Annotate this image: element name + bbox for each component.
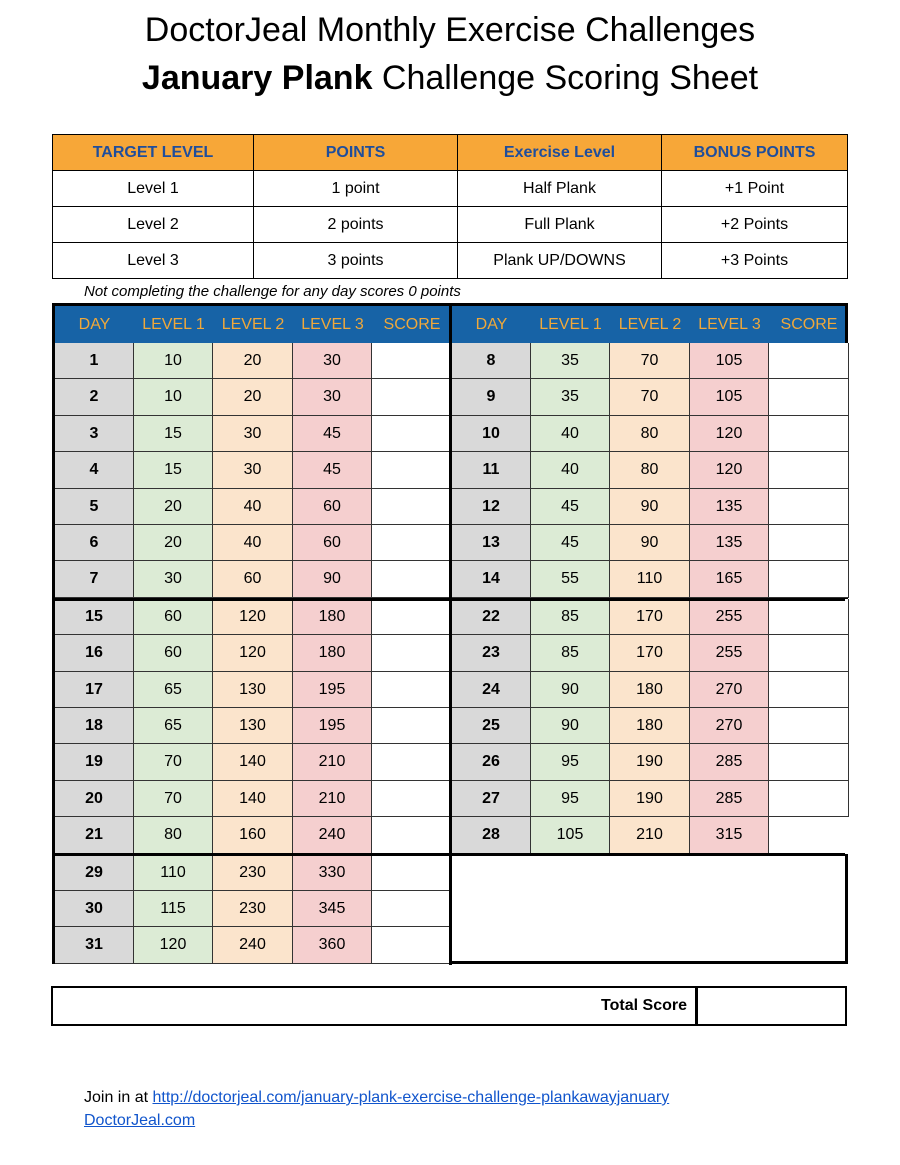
day-day-cell: 12 [452, 489, 531, 525]
day-level-2-cell: 40 [213, 525, 293, 561]
key-cell: Level 1 [53, 171, 254, 207]
day-level-3-cell: 195 [293, 708, 372, 744]
key-cell: Level 3 [53, 243, 254, 279]
grid-header-level-2: LEVEL 2 [221, 316, 285, 333]
footer-join-line [84, 1089, 669, 1107]
grid-header-level-3: LEVEL 3 [698, 316, 761, 333]
day-level-2-cell: 110 [610, 561, 690, 597]
day-day-cell: 18 [55, 708, 134, 744]
day-level-1-cell: 85 [531, 635, 610, 671]
day-level-3-cell: 60 [293, 525, 372, 561]
day-day-cell: 23 [452, 635, 531, 671]
day-level-1-cell: 65 [134, 672, 213, 708]
day-level-1-cell: 90 [531, 708, 610, 744]
day-level-1-cell: 45 [531, 489, 610, 525]
day-level-2-cell: 20 [213, 343, 293, 379]
score-input-cell[interactable] [372, 525, 452, 561]
day-day-cell: 27 [452, 781, 531, 817]
day-level-3-cell: 330 [293, 855, 372, 891]
day-level-1-cell: 55 [531, 561, 610, 597]
day-level-2-cell: 80 [610, 452, 690, 488]
key-cell: 2 points [254, 207, 458, 243]
day-level-2-cell: 170 [610, 599, 690, 635]
day-day-cell: 30 [55, 891, 134, 927]
day-level-3-cell: 30 [293, 343, 372, 379]
day-level-2-cell: 240 [213, 927, 293, 963]
grid-header-level-1: LEVEL 1 [539, 316, 602, 333]
day-level-2-cell: 40 [213, 489, 293, 525]
score-input-cell[interactable] [769, 379, 849, 415]
score-input-cell[interactable] [372, 672, 452, 708]
day-level-1-cell: 35 [531, 343, 610, 379]
score-input-cell[interactable] [372, 452, 452, 488]
day-level-1-cell: 15 [134, 452, 213, 488]
day-level-2-cell: 30 [213, 416, 293, 452]
key-cell: Level 2 [53, 207, 254, 243]
score-input-cell[interactable] [769, 525, 849, 561]
day-level-3-cell: 105 [690, 379, 769, 415]
day-level-3-cell: 270 [690, 708, 769, 744]
day-level-3-cell: 315 [690, 817, 769, 853]
day-level-3-cell: 90 [293, 561, 372, 597]
key-header-points: POINTS [254, 135, 458, 171]
day-day-cell: 24 [452, 672, 531, 708]
day-level-1-cell: 85 [531, 599, 610, 635]
day-level-2-cell: 20 [213, 379, 293, 415]
day-level-1-cell: 60 [134, 599, 213, 635]
grid-empty-area [452, 856, 845, 961]
day-level-3-cell: 345 [293, 891, 372, 927]
key-cell: Plank UP/DOWNS [458, 243, 662, 279]
day-level-3-cell: 255 [690, 599, 769, 635]
score-input-cell[interactable] [372, 817, 452, 853]
day-level-2-cell: 120 [213, 599, 293, 635]
grid-header-score: SCORE [780, 316, 838, 333]
day-day-cell: 25 [452, 708, 531, 744]
day-level-1-cell: 95 [531, 781, 610, 817]
grid-header-level-3: LEVEL 3 [301, 316, 364, 333]
day-level-3-cell: 45 [293, 416, 372, 452]
day-level-2-cell: 140 [213, 744, 293, 780]
grid-header-level-1: LEVEL 1 [142, 316, 205, 333]
score-input-cell[interactable] [769, 489, 849, 525]
day-day-cell: 6 [55, 525, 134, 561]
day-level-1-cell: 20 [134, 489, 213, 525]
key-row [53, 207, 848, 243]
total-score-label: Total Score [601, 997, 687, 1014]
day-level-1-cell: 120 [134, 927, 213, 963]
score-input-cell[interactable] [372, 708, 452, 744]
day-level-2-cell: 160 [213, 817, 293, 853]
key-cell: 1 point [254, 171, 458, 207]
day-day-cell: 26 [452, 744, 531, 780]
day-level-3-cell: 210 [293, 781, 372, 817]
day-day-cell: 14 [452, 561, 531, 597]
day-level-2-cell: 130 [213, 708, 293, 744]
total-score-row [51, 986, 847, 1026]
day-level-2-cell: 90 [610, 525, 690, 561]
day-level-2-cell: 70 [610, 343, 690, 379]
day-level-2-cell: 130 [213, 672, 293, 708]
day-day-cell: 8 [452, 343, 531, 379]
day-day-cell: 4 [55, 452, 134, 488]
day-day-cell: 9 [452, 379, 531, 415]
score-input-cell[interactable] [372, 927, 452, 963]
day-day-cell: 31 [55, 927, 134, 963]
day-level-2-cell: 190 [610, 744, 690, 780]
day-level-1-cell: 40 [531, 452, 610, 488]
score-input-cell[interactable] [372, 635, 452, 671]
key-cell: Half Plank [458, 171, 662, 207]
key-cell: Full Plank [458, 207, 662, 243]
day-level-3-cell: 120 [690, 452, 769, 488]
grid-header-score: SCORE [383, 316, 441, 333]
day-level-3-cell: 165 [690, 561, 769, 597]
challenge-link[interactable]: http://doctorjeal.com/january-plank-exercise-challenge-plankawayjanuary [152, 1089, 670, 1106]
key-header-row [53, 135, 848, 171]
day-level-1-cell: 70 [134, 781, 213, 817]
day-level-3-cell: 105 [690, 343, 769, 379]
title-rest: Challenge Scoring Sheet [372, 59, 759, 97]
title-line-1: DoctorJeal Monthly Exercise Challenges [144, 11, 756, 49]
score-input-cell[interactable] [372, 744, 452, 780]
day-level-2-cell: 210 [610, 817, 690, 853]
grid-header-day: DAY [475, 316, 508, 333]
score-input-cell[interactable] [372, 489, 452, 525]
day-level-2-cell: 230 [213, 891, 293, 927]
key-header-exercise-level: Exercise Level [458, 135, 662, 171]
footer-site-line [84, 1112, 195, 1130]
day-level-3-cell: 195 [293, 672, 372, 708]
day-level-3-cell: 285 [690, 781, 769, 817]
day-day-cell: 21 [55, 817, 134, 853]
day-day-cell: 5 [55, 489, 134, 525]
day-level-2-cell: 170 [610, 635, 690, 671]
day-day-cell: 19 [55, 744, 134, 780]
day-day-cell: 22 [452, 599, 531, 635]
score-input-cell[interactable] [769, 781, 849, 817]
score-input-cell[interactable] [372, 416, 452, 452]
day-level-3-cell: 210 [293, 744, 372, 780]
day-day-cell: 10 [452, 416, 531, 452]
key-header-target-level: TARGET LEVEL [53, 135, 254, 171]
score-input-cell[interactable] [372, 561, 452, 597]
day-level-3-cell: 360 [293, 927, 372, 963]
site-link[interactable]: DoctorJeal.com [84, 1112, 196, 1129]
day-level-3-cell: 30 [293, 379, 372, 415]
daily-score-grid [52, 303, 848, 964]
title-bold: January Plank [141, 59, 373, 97]
day-day-cell: 13 [452, 525, 531, 561]
score-input-cell[interactable] [769, 817, 849, 853]
day-level-2-cell: 140 [213, 781, 293, 817]
key-row [53, 171, 848, 207]
day-level-1-cell: 110 [134, 855, 213, 891]
score-input-cell[interactable] [769, 561, 849, 597]
day-level-3-cell: 255 [690, 635, 769, 671]
day-level-1-cell: 10 [134, 379, 213, 415]
day-level-2-cell: 90 [610, 489, 690, 525]
day-level-1-cell: 10 [134, 343, 213, 379]
day-day-cell: 28 [452, 817, 531, 853]
day-level-1-cell: 90 [531, 672, 610, 708]
day-day-cell: 29 [55, 855, 134, 891]
score-input-cell[interactable] [372, 343, 452, 379]
day-day-cell: 15 [55, 599, 134, 635]
key-cell: 3 points [254, 243, 458, 279]
grid-header-day: DAY [78, 316, 111, 333]
key-cell: +1 Point [662, 171, 848, 207]
score-input-cell[interactable] [769, 635, 849, 671]
day-level-1-cell: 20 [134, 525, 213, 561]
scoring-key-table [52, 134, 848, 279]
day-level-1-cell: 30 [134, 561, 213, 597]
day-level-3-cell: 285 [690, 744, 769, 780]
score-input-cell[interactable] [769, 452, 849, 488]
day-level-2-cell: 120 [213, 635, 293, 671]
day-level-2-cell: 70 [610, 379, 690, 415]
day-level-3-cell: 120 [690, 416, 769, 452]
day-level-1-cell: 60 [134, 635, 213, 671]
footer-prefix: Join in at [84, 1089, 153, 1106]
key-header-bonus-points: BONUS POINTS [662, 135, 848, 171]
day-level-3-cell: 180 [293, 599, 372, 635]
day-level-1-cell: 80 [134, 817, 213, 853]
day-level-1-cell: 15 [134, 416, 213, 452]
score-input-cell[interactable] [372, 599, 452, 635]
grid-header-level-2: LEVEL 2 [618, 316, 682, 333]
day-level-1-cell: 105 [531, 817, 610, 853]
day-level-1-cell: 45 [531, 525, 610, 561]
score-input-cell[interactable] [769, 708, 849, 744]
score-input-cell[interactable] [372, 891, 452, 927]
day-level-2-cell: 30 [213, 452, 293, 488]
total-score-divider [695, 988, 698, 1024]
day-level-1-cell: 35 [531, 379, 610, 415]
score-input-cell[interactable] [372, 781, 452, 817]
day-level-3-cell: 180 [293, 635, 372, 671]
day-level-2-cell: 230 [213, 855, 293, 891]
day-day-cell: 3 [55, 416, 134, 452]
day-level-1-cell: 65 [134, 708, 213, 744]
day-level-2-cell: 80 [610, 416, 690, 452]
day-level-1-cell: 40 [531, 416, 610, 452]
day-level-2-cell: 180 [610, 708, 690, 744]
score-input-cell[interactable] [769, 744, 849, 780]
key-cell: +2 Points [662, 207, 848, 243]
zero-points-note: Not completing the challenge for any day scores 0 points [84, 283, 461, 300]
key-row [53, 243, 848, 279]
day-level-3-cell: 270 [690, 672, 769, 708]
day-day-cell: 16 [55, 635, 134, 671]
day-level-3-cell: 135 [690, 525, 769, 561]
day-level-1-cell: 95 [531, 744, 610, 780]
day-level-2-cell: 60 [213, 561, 293, 597]
day-day-cell: 11 [452, 452, 531, 488]
score-input-cell[interactable] [372, 855, 452, 891]
day-level-3-cell: 45 [293, 452, 372, 488]
day-level-3-cell: 135 [690, 489, 769, 525]
score-input-cell[interactable] [769, 672, 849, 708]
score-input-cell[interactable] [372, 379, 452, 415]
day-level-2-cell: 190 [610, 781, 690, 817]
day-level-3-cell: 60 [293, 489, 372, 525]
score-input-cell[interactable] [769, 343, 849, 379]
day-day-cell: 20 [55, 781, 134, 817]
key-cell: +3 Points [662, 243, 848, 279]
day-day-cell: 2 [55, 379, 134, 415]
day-level-1-cell: 115 [134, 891, 213, 927]
day-level-1-cell: 70 [134, 744, 213, 780]
day-level-3-cell: 240 [293, 817, 372, 853]
day-day-cell: 1 [55, 343, 134, 379]
day-day-cell: 7 [55, 561, 134, 597]
score-input-cell[interactable] [769, 416, 849, 452]
title-line-2 [0, 58, 900, 98]
day-day-cell: 17 [55, 672, 134, 708]
score-input-cell[interactable] [769, 599, 849, 635]
day-level-2-cell: 180 [610, 672, 690, 708]
